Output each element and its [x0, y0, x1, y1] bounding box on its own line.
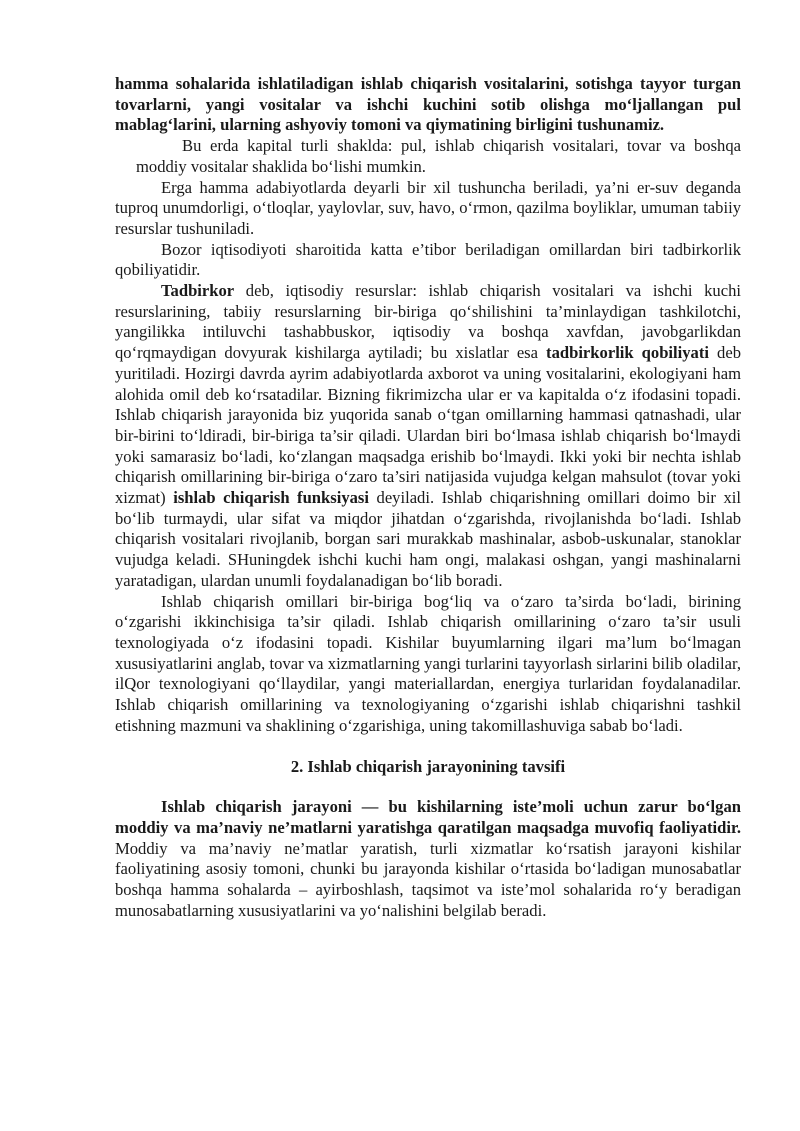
term-tadbirkorlik-qobiliyati: tadbirkorlik qobiliyati: [546, 343, 709, 363]
paragraph-land: Erga hamma adabiyotlarda deyarli bir xil tushuncha beriladi, ya’ni er-suv deganda tuproq unumdorligi, o‘tloqlar, yaylovlar, suv, havo, o‘rmon, qazilma boyliklar, umuman tabiiy resurslar tushuniladi.: [115, 177, 741, 238]
paragraph-capital-definition: [115, 74, 741, 136]
term-ishlab-chiqarish-funksiyasi: ishlab chiqarish funksiyasi: [173, 488, 369, 508]
text-run: deyiladi. Ishlab chiqarishning omillari doimo bir xil bo‘lib turmaydi, ular sifat va miqdor jihatdan o‘zgarishda, rivojlanishda bo‘ladi. Ishlab chiqarish vositalari rivojlanib, borgan sari murakkab mashinalar, asbob-uskunalar, stanoklar vujudga keladi. SHuningdek ishchi kuchi ham ongi, malakasi oshgan, yangi mashinalarni yaratadigan, ulardan unumli foydalanadigan bo‘lib boradi.: [115, 488, 741, 590]
text-run: Moddiy va ma’naviy ne’matlar yaratish, turli xizmatlar ko‘rsatish jarayoni kishilar faoliyatining asosiy tomoni, chunki bu jarayonda kishilar o‘rtasida bo‘ladigan munosabatlar boshqa hamma sohalarda – ayirboshlash, taqsimot va iste’mol sohalarida ro‘y beradigan munosabatlarning xususiyatlarini va yo‘nalishini belgilab beradi.: [115, 838, 741, 920]
paragraph-capital-forms: Bu erda kapital turli shaklda: pul, ishlab chiqarish vositalari, tovar va boshqa moddiy vositalar shaklida bo‘lishi mumkin.: [136, 136, 741, 176]
document-page: [115, 74, 741, 921]
paragraph-entrepreneur: [115, 281, 741, 592]
paragraph-production-process: [115, 797, 741, 921]
text-run: deb, iqtisodiy resurslar: ishlab chiqarish vositalari va ishchi kuchi resurslarining, tabiiy resurslarning bir-biriga qo‘shilishini ta’minlaydigan tashkilotchi, yangilikka intiluvchi tashabbuskor, iqtisodiy va boshqa xavfdan, javobgarlikdan qo‘rqmaydigan dovyurak kishilarga aytiladi; bu xislatlar esa: [115, 281, 741, 363]
paragraph-entrepreneurship-intro: Bozor iqtisodiyoti sharoitida katta e’tibor beriladigan omillardan biri tadbirkorlik qobiliyatidir.: [115, 239, 741, 280]
paragraph-technology: Ishlab chiqarish omillari bir-biriga bog‘liq va o‘zaro ta’sirda bo‘ladi, birining o‘zgarishi ikkinchisiga ta’sir qiladi. Ishlab chiqarish omillarining o‘zaro ta’sir usuli texnologiyada o‘z ifodasini topadi. Kishilar buyumlarning ilgari ma’lum bo‘lmagan xususiyatlarini anglab, tovar va xizmatlarning yangi turlarini tayyorlash sirlarini bilib oladilar, ilQor texnologiyani qo‘llaydilar, yangi materiallardan, energiya turlaridan foydalanadilar. Ishlab chiqarish omillarining va texnologiyaning o‘zgarishi ishlab chiqarishni tashkil etishning mazmuni va shaklining o‘zgarishiga, uning takomillashuviga sabab bo‘ladi.: [115, 591, 741, 735]
bold-definition: Ishlab chiqarish jarayoni — bu kishilarning iste’moli uchun zarur bo‘lgan moddiy va ma’naviy ne’matlarni yaratishga qaratilgan maqsadga muvofiq faoliyatidir.: [115, 797, 741, 837]
bold-text: hamma sohalarida ishlatiladigan ishlab chiqarish vositalarini, sotishga tayyor turgan tovarlarni, yangi vositalar va ishchi kuchini sotib olishga mo‘ljallangan pul mablag‘larini, ularning ashyoviy tomoni va qiymatining birligini tushunamiz.: [115, 74, 741, 135]
text-run: deb yuritiladi. Hozirgi davrda ayrim adabiyotlarda axborot va uning vositalarini, ekologiyani ham alohida omil deb ko‘rsatadilar. Bizning fikrimizcha ular er va kapitalda o‘z ifodasini topadi. Ishlab chiqarish jarayonida biz yuqorida sanab o‘tgan omillarning hammasi qatnashadi, ular bir-birini to‘ldiradi, bir-biriga ta’sir qiladi. Ulardan biri bo‘lmasa ishlab chiqarish bo‘lmaydi yoki samarasiz bo‘ladi, ko‘zlangan maqsadga erishib bo‘lmaydi. Ikki yoki bir nechta ishlab chiqarish omillarining bir-biriga o‘zaro ta’siri natijasida vujudga kelgan mahsulot (tovar yoki xizmat): [115, 343, 741, 508]
term-tadbirkor: Tadbirkor: [161, 281, 235, 301]
section-heading: 2. Ishlab chiqarish jarayonining tavsifi: [290, 756, 566, 776]
